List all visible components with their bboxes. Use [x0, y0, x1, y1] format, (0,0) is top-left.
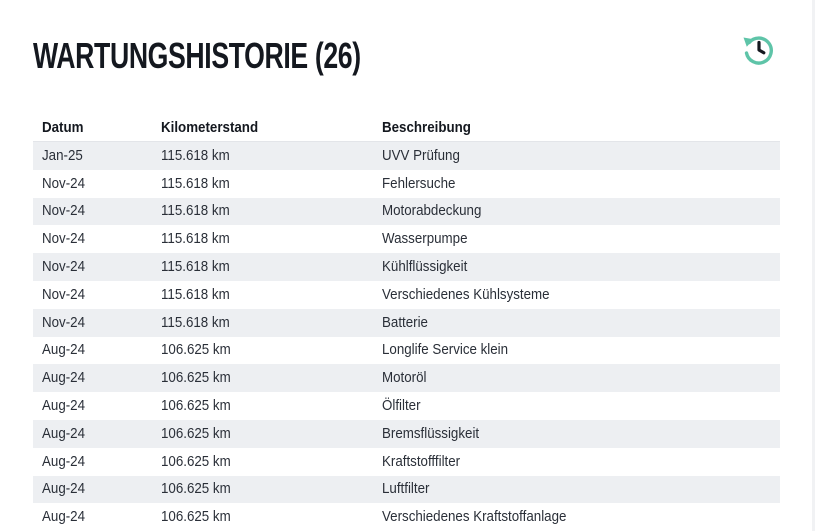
cell-mileage: 115.618 km	[161, 147, 230, 164]
table-row	[33, 309, 780, 337]
table-row	[33, 420, 780, 448]
cell-description: Bremsflüssigkeit	[382, 425, 480, 442]
history-clock-icon	[740, 31, 776, 67]
cell-date: Nov-24	[42, 314, 86, 331]
cell-mileage: 115.618 km	[161, 231, 230, 248]
cell-description: Longlife Service klein	[382, 342, 509, 359]
cell-date: Nov-24	[42, 231, 86, 248]
cell-date: Aug-24	[42, 425, 86, 442]
cell-description: Kraftstofffilter	[382, 453, 461, 470]
cell-mileage: 106.625 km	[161, 509, 231, 526]
table-row	[33, 448, 780, 476]
cell-mileage: 106.625 km	[161, 425, 231, 442]
cell-date: Aug-24	[42, 453, 86, 470]
table-row	[33, 253, 780, 281]
table-row	[33, 198, 780, 226]
cell-mileage: 115.618 km	[161, 314, 230, 331]
table-row	[33, 364, 780, 392]
column-header-description: Beschreibung	[373, 114, 780, 142]
cell-date: Aug-24	[42, 342, 86, 359]
cell-date: Jan-25	[42, 147, 83, 164]
cell-date: Aug-24	[42, 481, 86, 498]
cell-mileage: 115.618 km	[161, 286, 230, 303]
table-header-row	[33, 114, 780, 142]
cell-description: Fehlersuche	[382, 175, 456, 192]
table-row	[33, 170, 780, 198]
cell-mileage: 106.625 km	[161, 342, 231, 359]
table-row	[33, 225, 780, 253]
cell-description: Luftfilter	[382, 481, 430, 498]
cell-date: Aug-24	[42, 509, 86, 526]
cell-description: Verschiedenes Kühlsysteme	[382, 286, 550, 303]
cell-date: Aug-24	[42, 370, 86, 387]
cell-date: Aug-24	[42, 398, 86, 415]
card-header	[33, 30, 779, 80]
cell-date: Nov-24	[42, 286, 86, 303]
cell-date: Nov-24	[42, 203, 86, 220]
cell-description: Kühlflüssigkeit	[382, 259, 468, 276]
cell-mileage: 115.618 km	[161, 203, 230, 220]
column-header-mileage: Kilometerstand	[152, 114, 373, 142]
cell-description: UVV Prüfung	[382, 147, 460, 164]
history-button[interactable]	[739, 30, 777, 68]
cell-mileage: 106.625 km	[161, 453, 231, 470]
table-row	[33, 142, 780, 170]
table-row	[33, 392, 780, 420]
cell-description: Verschiedenes Kraftstoffanlage	[382, 509, 567, 526]
cell-description: Ölfilter	[382, 398, 421, 415]
table-row	[33, 476, 780, 504]
cell-mileage: 106.625 km	[161, 370, 231, 387]
table-row	[33, 281, 780, 309]
maintenance-table	[33, 114, 780, 531]
page-title: WARTUNGSHISTORIE (26)	[33, 35, 361, 76]
cell-mileage: 106.625 km	[161, 481, 231, 498]
cell-description: Motorabdeckung	[382, 203, 482, 220]
cell-mileage: 115.618 km	[161, 259, 230, 276]
table-row	[33, 503, 780, 531]
cell-description: Motoröl	[382, 370, 427, 387]
cell-description: Batterie	[382, 314, 428, 331]
cell-mileage: 106.625 km	[161, 398, 231, 415]
cell-description: Wasserpumpe	[382, 231, 468, 248]
cell-mileage: 115.618 km	[161, 175, 230, 192]
table-row	[33, 337, 780, 365]
column-header-date: Datum	[33, 114, 152, 142]
cell-date: Nov-24	[42, 175, 86, 192]
cell-date: Nov-24	[42, 259, 86, 276]
